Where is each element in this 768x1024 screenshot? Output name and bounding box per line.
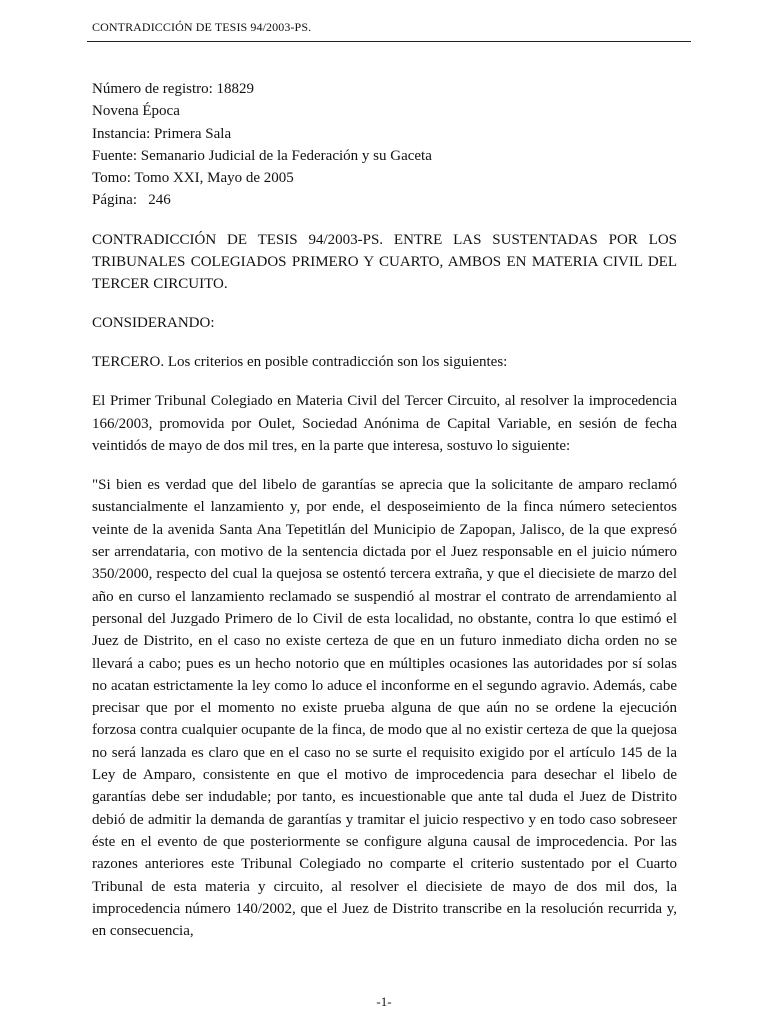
registry-metadata bbox=[92, 78, 677, 212]
quoted-criterion: "Si bien es verdad que del libelo de garantías se aprecia que la solicitante de amparo reclamó sustancialmente el lanzamiento y, por ende, el desposeimiento de la finca número setecientos veinte de la avenida Santa Ana Tepetitlán del Municipio de Zapopan, Jalisco, de la que expresó ser arrendataria, con motivo de la sentencia dictada por el Juez responsable en el juicio número 350/2000, respecto del cual la quejosa se ostentó tercera extraña, y que el diecisiete de marzo del año en curso el lanzamiento reclamado se suspendió al mostrar el contrato de arrendamiento al personal del Juzgado Primero de lo Civil de esta localidad, no obstante, contra lo que estimó el Juez de Distrito, en el caso no existe certeza de que en un futuro inmediato dicha orden no se llevará a cabo; pues es un hecho notorio que en múltiples ocasiones las autoridades por sí solas no acatan estrictamente la ley como lo aduce el inconforme en el segundo agravio. Además, cabe precisar que por el momento no existe prueba alguna de que aún no se ordene la ejecución forzosa contra cualquier ocupante de la finca, de modo que al no existir certeza de que la quejosa no será lanzada es claro que en el caso no se surte el requisito exigido por el artículo 145 de la Ley de Amparo, consistente en que el motivo de improcedencia para desechar el libelo de garantías debe ser indudable; por tanto, es incuestionable que ante tal duda el Juez de Distrito debió de admitir la demanda de garantías y tramitar el juicio respectivo y en todo caso sobreseer éste en el evento de que posteriormente se configure alguna causal de improcedencia. Por las razones anteriores este Tribunal Colegiado no comparte el criterio sustentado por el Cuarto Tribunal de esta materia y circuito, al resolver el diecisiete de mayo de dos mil dos, la improcedencia número 140/2002, que el Juez de Distrito transcribe en la resolución recurrida y, en consecuencia, bbox=[92, 477, 677, 940]
header-divider bbox=[87, 41, 691, 42]
paragraph-primer-tribunal: El Primer Tribunal Colegiado en Materia Civil del Tercer Circuito, al resolver la improcedencia 166/2003, promovida por Oulet, Sociedad Anónima de Capital Variable, en sesión de fecha veintidós de mayo de dos mil tres, en la parte que interesa, sostuvo lo siguiente: bbox=[92, 393, 677, 454]
section-heading-considerando: CONSIDERANDO: bbox=[92, 314, 215, 331]
volume: Tomo: Tomo XXI, Mayo de 2005 bbox=[92, 170, 294, 187]
running-header: CONTRADICCIÓN DE TESIS 94/2003-PS. bbox=[92, 20, 312, 34]
source: Fuente: Semanario Judicial de la Federación y su Gaceta bbox=[92, 147, 432, 164]
instance: Instancia: Primera Sala bbox=[92, 125, 232, 142]
page-number: -1- bbox=[376, 994, 392, 1009]
paragraph-tercero: TERCERO. Los criterios en posible contradicción son los siguientes: bbox=[92, 353, 508, 370]
document-body bbox=[92, 78, 677, 959]
document-title: CONTRADICCIÓN DE TESIS 94/2003-PS. ENTRE LAS SUSTENTADAS POR LOS TRIBUNALES COLEGIADOS PRIMERO Y CUARTO, AMBOS EN MATERIA CIVIL DEL TERCER CIRCUITO. bbox=[92, 231, 677, 293]
page-reference: Página: 246 bbox=[92, 192, 171, 209]
epoch: Novena Época bbox=[92, 103, 180, 120]
registry-number: Número de registro: 18829 bbox=[92, 81, 255, 97]
